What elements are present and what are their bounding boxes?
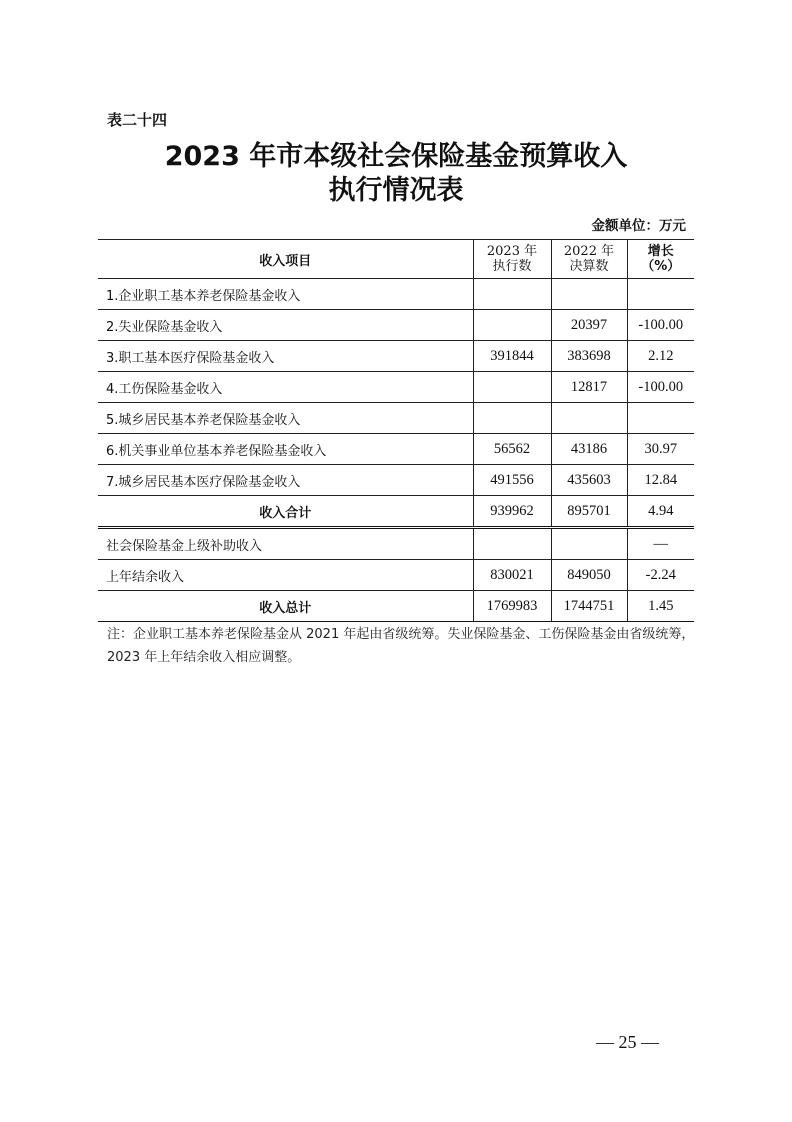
row-exec-2023 (473, 528, 551, 560)
table-label: 表二十四 (107, 111, 168, 129)
subtotal-growth: 4.94 (627, 496, 694, 528)
table-row (98, 528, 694, 560)
row-exec-2023 (473, 279, 551, 310)
header-item: 收入项目 (98, 240, 473, 279)
table-row (98, 372, 694, 403)
row-exec-2023: 56562 (473, 434, 551, 465)
page-title-line2: 执行情况表 (328, 175, 464, 206)
row-item: 1.企业职工基本养老保险基金收入 (98, 279, 473, 310)
row-final-2022: 20397 (551, 310, 627, 341)
row-growth (627, 279, 694, 310)
row-item: 7.城乡居民基本医疗保险基金收入 (98, 465, 473, 496)
row-item: 2.失业保险基金收入 (98, 310, 473, 341)
row-exec-2023: 491556 (473, 465, 551, 496)
subtotal-final-2022: 895701 (551, 496, 627, 528)
footnote: 注：企业职工基本养老保险基金从 2021 年起由省级统筹。失业保险基金、工伤保险基金由省级统筹，2023 年上年结余收入相应调整。 (107, 627, 695, 665)
row-exec-2023: 391844 (473, 341, 551, 372)
row-exec-2023 (473, 372, 551, 403)
header-growth: 增长 （%） (627, 240, 694, 279)
row-growth: — (627, 528, 694, 560)
page-number: — 25 — (596, 1032, 659, 1052)
subtotal-exec-2023: 939962 (473, 496, 551, 528)
row-final-2022 (551, 403, 627, 434)
row-item: 5.城乡居民基本养老保险基金收入 (98, 403, 473, 434)
row-item: 4.工伤保险基金收入 (98, 372, 473, 403)
row-growth: -2.24 (627, 560, 694, 591)
header-final-2022: 2022 年 决算数 (551, 240, 627, 279)
grand-total-growth: 1.45 (627, 591, 694, 622)
row-item: 上年结余收入 (98, 560, 473, 591)
table-row (98, 310, 694, 341)
subtotal-label: 收入合计 (98, 496, 473, 528)
table-row (98, 434, 694, 465)
row-exec-2023 (473, 310, 551, 341)
row-growth: -100.00 (627, 372, 694, 403)
table-row (98, 560, 694, 591)
row-growth: 30.97 (627, 434, 694, 465)
table-row (98, 279, 694, 310)
table-row (98, 341, 694, 372)
row-final-2022: 383698 (551, 341, 627, 372)
grand-total-label: 收入总计 (98, 591, 473, 622)
table-header-row (98, 240, 694, 279)
row-final-2022: 43186 (551, 434, 627, 465)
row-growth: 2.12 (627, 341, 694, 372)
row-final-2022: 849050 (551, 560, 627, 591)
subtotal-row (98, 496, 694, 528)
grand-total-exec-2023: 1769983 (473, 591, 551, 622)
unit-label: 金额单位：万元 (591, 218, 686, 234)
row-final-2022 (551, 279, 627, 310)
row-item: 6.机关事业单位基本养老保险基金收入 (98, 434, 473, 465)
header-exec-2023: 2023 年 执行数 (473, 240, 551, 279)
row-growth: 12.84 (627, 465, 694, 496)
row-exec-2023 (473, 403, 551, 434)
row-growth (627, 403, 694, 434)
table-row (98, 465, 694, 496)
grand-total-row (98, 591, 694, 622)
page-title: 2023 年市本级社会保险基金预算收入 (164, 141, 628, 172)
row-final-2022: 435603 (551, 465, 627, 496)
row-item: 社会保险基金上级补助收入 (98, 528, 473, 560)
table-row (98, 403, 694, 434)
row-growth: -100.00 (627, 310, 694, 341)
row-final-2022: 12817 (551, 372, 627, 403)
income-table (98, 239, 694, 622)
row-final-2022 (551, 528, 627, 560)
row-item: 3.职工基本医疗保险基金收入 (98, 341, 473, 372)
grand-total-final-2022: 1744751 (551, 591, 627, 622)
row-exec-2023: 830021 (473, 560, 551, 591)
